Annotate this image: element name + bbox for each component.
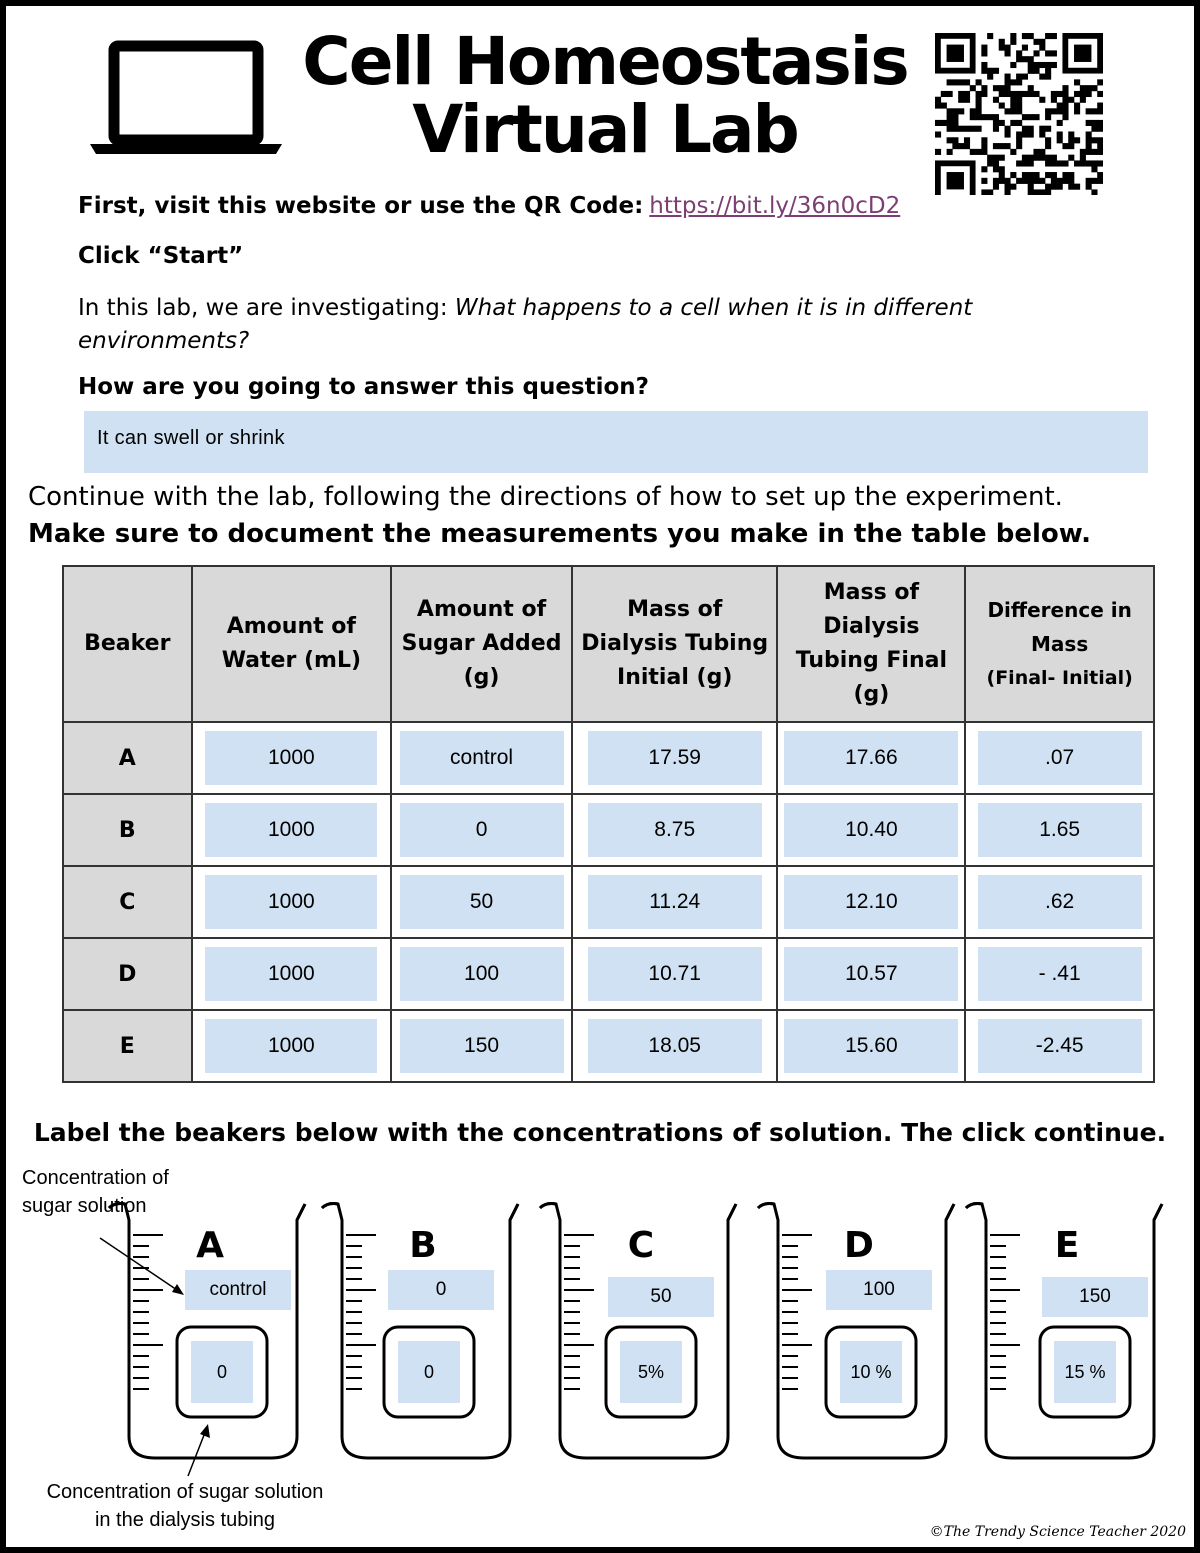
header-beaker: Beaker bbox=[63, 566, 192, 722]
water-input[interactable]: 1000 bbox=[205, 731, 377, 785]
header-initial: Mass of Dialysis Tubing Initial (g) bbox=[572, 566, 778, 722]
beaker-letter: E bbox=[1054, 1225, 1080, 1266]
tubing-concentration-input[interactable]: 0 bbox=[191, 1341, 253, 1403]
initial-input[interactable]: 10.71 bbox=[588, 947, 762, 1001]
initial-input[interactable]: 11.24 bbox=[588, 875, 762, 929]
initial-input[interactable]: 8.75 bbox=[588, 803, 762, 857]
beaker-rim bbox=[758, 1204, 954, 1221]
note-tubing-concentration: Concentration of sugar solution in the dialysis tubing bbox=[46, 1481, 324, 1531]
beaker-rim bbox=[109, 1204, 305, 1221]
initial-input[interactable]: 18.05 bbox=[588, 1019, 762, 1073]
tubing-concentration-input[interactable]: 5% bbox=[620, 1341, 682, 1403]
investigating-question: What happens to a cell when it is in different environments? bbox=[78, 295, 973, 354]
beaker-rim bbox=[322, 1204, 518, 1221]
row-beaker-label: B bbox=[63, 794, 192, 866]
click-start-instruction: Click “Start” bbox=[78, 243, 244, 269]
copyright: ©The Trendy Science Teacher 2020 bbox=[929, 1524, 1186, 1540]
final-input[interactable]: 17.66 bbox=[784, 731, 958, 785]
sugar-input[interactable]: 0 bbox=[400, 803, 564, 857]
tubing-concentration-input[interactable]: 15 % bbox=[1054, 1341, 1116, 1403]
beaker-letter: C bbox=[627, 1225, 655, 1266]
tubing-concentration-input[interactable]: 0 bbox=[398, 1341, 460, 1403]
beaker-rim bbox=[540, 1204, 736, 1221]
row-beaker-label: C bbox=[63, 866, 192, 938]
final-input[interactable]: 12.10 bbox=[784, 875, 958, 929]
beaker-letter: B bbox=[409, 1225, 437, 1266]
sugar-input[interactable]: 50 bbox=[400, 875, 564, 929]
water-input[interactable]: 1000 bbox=[205, 1019, 377, 1073]
header-difference-formula: (Final- Initial) bbox=[986, 667, 1133, 689]
difference-input[interactable]: -2.45 bbox=[978, 1019, 1142, 1073]
title-line-2: Virtual Lab bbox=[412, 91, 798, 168]
document-instruction: Make sure to document the measurements you make in the table below. bbox=[28, 519, 1091, 549]
solution-concentration-input[interactable]: 150 bbox=[1042, 1277, 1148, 1317]
answer-input[interactable]: It can swell or shrink bbox=[84, 411, 1148, 473]
lab-link[interactable]: https://bit.ly/36n0cD2 bbox=[649, 193, 901, 219]
final-input[interactable]: 15.60 bbox=[784, 1019, 958, 1073]
row-beaker-label: A bbox=[63, 722, 192, 794]
continue-instruction: Continue with the lab, following the directions of how to set up the experiment. bbox=[28, 482, 1063, 512]
beaker-c bbox=[536, 1200, 746, 1470]
note-solution-concentration: Concentration of sugar solution bbox=[22, 1167, 169, 1217]
header-final: Mass of Dialysis Tubing Final (g) bbox=[777, 566, 965, 722]
difference-input[interactable]: .62 bbox=[978, 875, 1142, 929]
solution-concentration-input[interactable]: 0 bbox=[388, 1270, 494, 1310]
beaker-letter: A bbox=[196, 1225, 224, 1266]
header-difference-label: Difference in Mass bbox=[987, 598, 1132, 656]
tubing-concentration-input[interactable]: 10 % bbox=[840, 1341, 902, 1403]
title-line-1: Cell Homeostasis bbox=[302, 23, 908, 100]
row-beaker-label: D bbox=[63, 938, 192, 1010]
final-input[interactable]: 10.40 bbox=[784, 803, 958, 857]
investigating-prefix: In this lab, we are investigating: bbox=[78, 295, 448, 321]
initial-input[interactable]: 17.59 bbox=[588, 731, 762, 785]
difference-input[interactable]: .07 bbox=[978, 731, 1142, 785]
beaker-b bbox=[318, 1200, 528, 1470]
visit-text: First, visit this website or use the QR Code: bbox=[78, 193, 644, 219]
water-input[interactable]: 1000 bbox=[205, 875, 377, 929]
beaker-a bbox=[105, 1200, 315, 1470]
header-sugar: Amount of Sugar Added (g) bbox=[391, 566, 572, 722]
label-beakers-instruction: Label the beakers below with the concentrations of solution. The click continue. bbox=[33, 1118, 1167, 1147]
beaker-e bbox=[962, 1200, 1172, 1470]
row-beaker-label: E bbox=[63, 1010, 192, 1082]
beaker-rim bbox=[966, 1204, 1162, 1221]
solution-concentration-input[interactable]: 100 bbox=[826, 1270, 932, 1310]
solution-concentration-input[interactable]: control bbox=[185, 1270, 291, 1310]
solution-concentration-input[interactable]: 50 bbox=[608, 1277, 714, 1317]
water-input[interactable]: 1000 bbox=[205, 947, 377, 1001]
final-input[interactable]: 10.57 bbox=[784, 947, 958, 1001]
sugar-input[interactable]: 150 bbox=[400, 1019, 564, 1073]
difference-input[interactable]: - .41 bbox=[978, 947, 1142, 1001]
difference-input[interactable]: 1.65 bbox=[978, 803, 1142, 857]
beaker-letter: D bbox=[844, 1225, 874, 1266]
sugar-input[interactable]: 100 bbox=[400, 947, 564, 1001]
sugar-input[interactable]: control bbox=[400, 731, 564, 785]
how-question: How are you going to answer this question? bbox=[78, 374, 650, 400]
beaker-d bbox=[754, 1200, 964, 1470]
water-input[interactable]: 1000 bbox=[205, 803, 377, 857]
header-water: Amount of Water (mL) bbox=[192, 566, 392, 722]
